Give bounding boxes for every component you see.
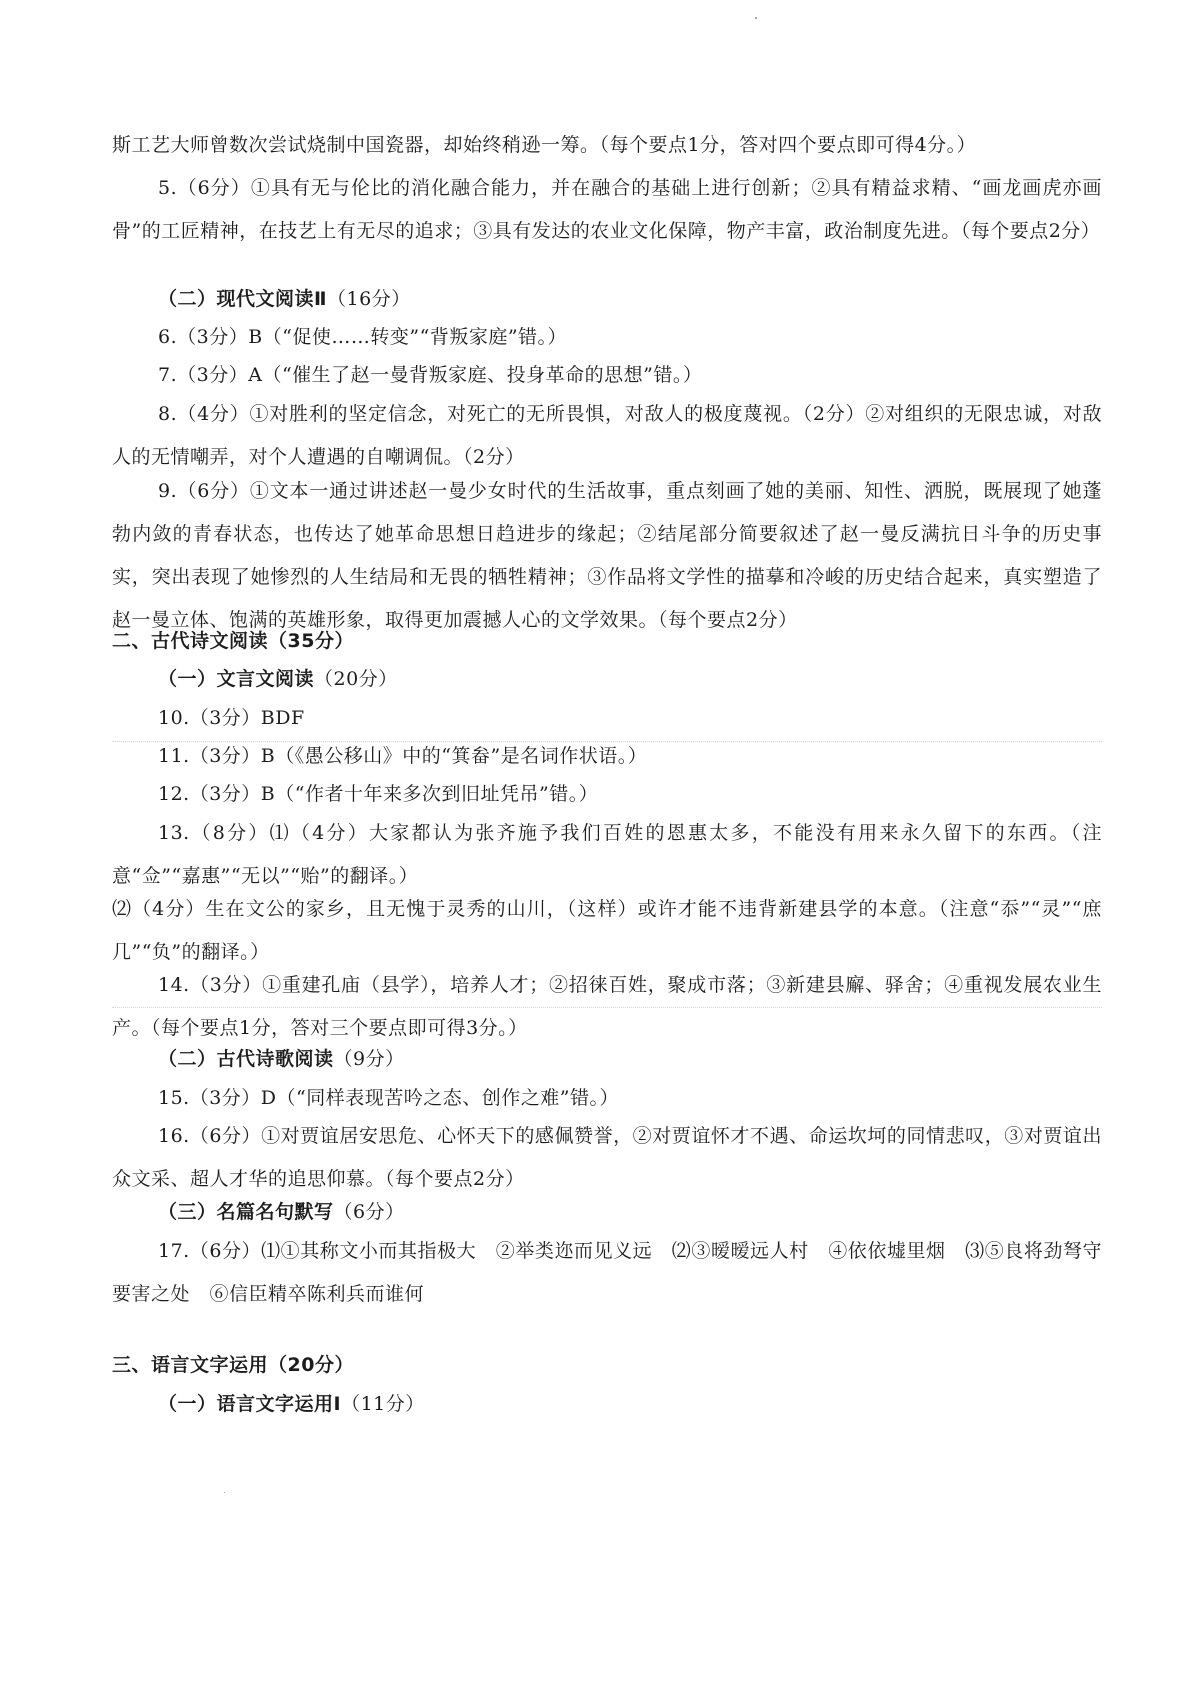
section-title: （二）现代文阅读Ⅱ xyxy=(158,288,328,310)
section-title: （三）名篇名句默写 xyxy=(158,1201,334,1223)
section-title: （二）古代诗歌阅读 xyxy=(158,1048,334,1070)
answer-q5: 5.（6分）①具有无与伦比的消化融合能力，并在融合的基础上进行创新；②具有精益求精、“画龙画虎亦画骨”的工匠精神，在技艺上有无尽的追求；③具有发达的农业文化保障，物产丰富，政治制度先进。（每个要点2分） xyxy=(112,177,1102,242)
answer-q10: 10.（3分）BDF xyxy=(158,707,305,729)
answer-q16: 16.（6分）①对贾谊居安思危、心怀天下的感佩赞誉，②对贾谊怀才不遇、命运坎坷的同情悲叹，③对贾谊出众文采、超人才华的追思仰慕。（每个要点2分） xyxy=(112,1125,1102,1190)
section-score: （11分） xyxy=(341,1393,425,1415)
answer-q4-continued: 斯工艺大师曾数次尝试烧制中国瓷器，却始终稍逊一筹。（每个要点1分，答对四个要点即可得4分。） xyxy=(112,134,977,156)
section-score: （16分） xyxy=(327,288,411,310)
section-score: （9分） xyxy=(333,1048,405,1070)
section-score: （6分） xyxy=(333,1201,405,1223)
section-score: （20分） xyxy=(314,668,398,690)
answer-q6: 6.（3分）B（“促使……转变”“背叛家庭”错。） xyxy=(158,326,568,348)
answer-q15: 15.（3分）D（“同样表现苦吟之态、创作之难”错。） xyxy=(158,1087,619,1109)
section-title: （一）文言文阅读 xyxy=(158,668,315,690)
scan-speck xyxy=(755,17,757,19)
section-poetry-reading-heading xyxy=(112,1038,1102,1081)
section-language-use-heading: 三、语言文字运用（20分） xyxy=(112,1354,354,1376)
dotted-divider xyxy=(112,1007,1102,1008)
answer-q12: 12.（3分）B（“作者十年来多次到旧址凭吊”错。） xyxy=(158,783,599,805)
scan-speck xyxy=(224,1492,225,1493)
section-recitation-heading xyxy=(112,1191,1102,1234)
answer-q17: 17.（6分）⑴①其称文小而其指极大 ②举类迩而见义远 ⑵③暧暧远人村 ④依依墟里烟 ⑶⑤良将劲弩守要害之处 ⑥信臣精卒陈利兵而谁何 xyxy=(112,1240,1102,1305)
answer-q13-part1: 13.（8分）⑴（4分）大家都认为张齐施予我们百姓的恩惠太多，不能没有用来永久留下的东西。（注意“佥”“嘉惠”“无以”“贻”的翻译。） xyxy=(112,822,1102,887)
answer-q11: 11.（3分）B（《愚公移山》中的“箕畚”是名词作状语。） xyxy=(158,745,648,767)
answer-q7: 7.（3分）A（“催生了赵一曼背叛家庭、投身革命的思想”错。） xyxy=(158,364,703,386)
section-title: （一）语言文字运用Ⅰ xyxy=(158,1393,342,1415)
section-classical-reading-heading: 二、古代诗文阅读（35分） xyxy=(112,630,354,652)
answer-q9: 9.（6分）①文本一通过讲述赵一曼少女时代的生活故事，重点刻画了她的美丽、知性、洒脱，既展现了她蓬勃内敛的青春状态，也传达了她革命思想日趋进步的缘起；②结尾部分简要叙述了赵一曼反满抗日斗争的历史事实，突出表现了她惨烈的人生结局和无畏的牺牲精神；③作品将文学性的描摹和冷峻的历史结合起来，真实塑造了赵一曼立体、饱满的英雄形象，取得更加震撼人心的文学效果。（每个要点2分） xyxy=(112,480,1102,631)
section-modern-reading-2-heading xyxy=(112,278,1102,321)
answer-q8: 8.（4分）①对胜利的坚定信念，对死亡的无所畏惧，对敌人的极度蔑视。（2分）②对组织的无限忠诚，对敌人的无情嘲弄，对个人遭遇的自嘲调侃。（2分） xyxy=(112,403,1102,468)
section-language-use-1-heading xyxy=(112,1383,1102,1426)
answer-q14: 14.（3分）①重建孔庙（县学），培养人才；②招徕百姓，聚成市落；③新建县廨、驿舍；④重视发展农业生产。（每个要点1分，答对三个要点即可得3分。） xyxy=(112,974,1102,1039)
answer-q13-part2: ⑵（4分）生在文公的家乡，且无愧于灵秀的山川，（这样）或许才能不违背新建县学的本意。（注意“忝”“灵”“庶几”“负”的翻译。） xyxy=(112,898,1102,963)
section-classical-prose-heading xyxy=(112,658,1102,701)
